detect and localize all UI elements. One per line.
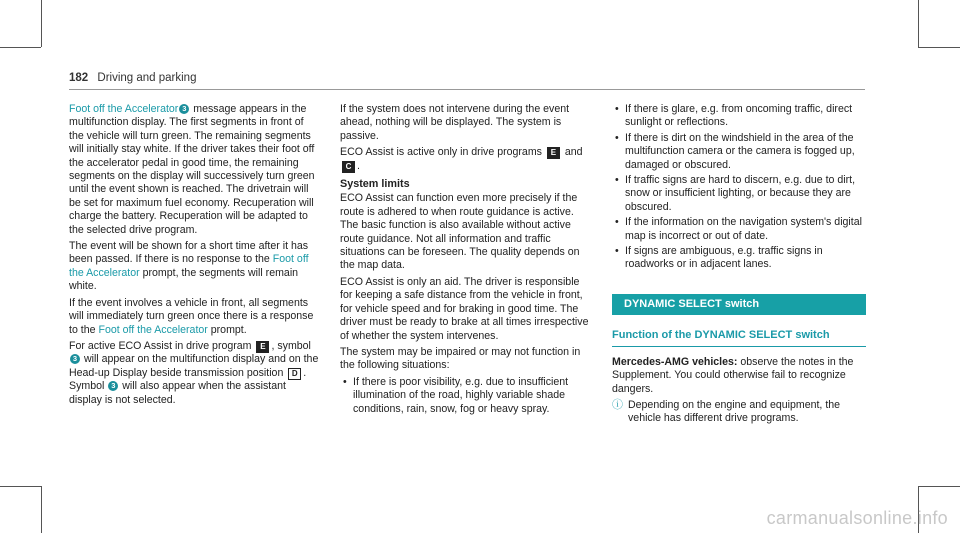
list-item: • If there is glare, e.g. from oncoming traffic, direct sunlight or reflections. [612, 103, 866, 130]
column-1 [69, 103, 319, 410]
crop-mark [0, 47, 41, 48]
paragraph-text: . [357, 159, 360, 172]
list-item: • If signs are ambiguous, e.g. traffic signs in roadworks or in adjacent lanes. [612, 245, 866, 272]
crop-mark [41, 0, 42, 47]
paragraph [612, 356, 866, 396]
info-icon: ⓘ [612, 398, 623, 411]
paragraph-text: and [564, 146, 583, 159]
paragraph: The system may be impaired or may not function in the following situations: [340, 345, 581, 372]
section-banner: DYNAMIC SELECT switch [612, 294, 866, 315]
info-note [612, 399, 866, 426]
note-text: Depending on the engine and equipment, the vehicle has different drive programs. [628, 398, 841, 425]
paragraph [69, 340, 319, 407]
paragraph-text: will also appear when the assistant display is not selected. [69, 380, 286, 406]
limits-list [340, 376, 593, 416]
paragraph-text: prompt. [210, 323, 247, 336]
paragraph-text: For active ECO Assist in drive program [69, 339, 252, 352]
page-header [69, 72, 196, 84]
crop-mark [918, 486, 960, 487]
drive-program-c-icon: C [342, 161, 355, 173]
symbol-3-icon: 3 [179, 104, 189, 114]
column-3 [612, 103, 866, 426]
paragraph [69, 240, 319, 294]
paragraph [69, 103, 319, 237]
crop-mark [918, 47, 960, 48]
page-number: 182 [69, 72, 89, 84]
subsection-heading: Function of the DYNAMIC SELECT switch [612, 329, 866, 346]
paragraph-text: . Symbol [69, 366, 307, 393]
paragraph [340, 146, 593, 173]
paragraph-text: observe the notes in the Supplement. You could otherwise fail to recognize dangers. [612, 355, 854, 395]
foot-off-accelerator-link[interactable]: Foot off the Accelerator [69, 253, 309, 279]
crop-mark [918, 0, 919, 47]
section-title: Driving and parking [97, 72, 197, 84]
symbol-3-icon: 3 [70, 354, 80, 364]
drive-program-e-icon: E [256, 341, 269, 353]
list-item: • If there is poor visibility, e.g. due to insufficient illumination of the road, highly variable shade conditions, rain, snow, fog or heavy spray. [340, 376, 593, 416]
paragraph-text: The event will be shown for a short time after it has been passed. If there is no response to the [69, 240, 309, 266]
paragraph-text: If the event involves a vehicle in front, all segments will immediately turn green once there is a response to the [69, 296, 314, 336]
transmission-d-icon: D [288, 368, 301, 380]
crop-mark [41, 486, 42, 533]
paragraph [69, 297, 319, 337]
symbol-3-icon: 3 [108, 381, 118, 391]
paragraph: ECO Assist can function even more precisely if the route is adhered to when route guidance is active. The basic function is also available without active route guidance. Not all information and traffic situations can be foreseen. The quality depends on the map data. [340, 192, 580, 272]
drive-program-e-icon: E [547, 147, 560, 159]
system-limits-heading: System limits [340, 178, 410, 191]
limits-list [612, 103, 866, 272]
paragraph: If the system does not intervene during the event ahead, nothing will be displayed. The system is passive. [340, 103, 570, 142]
mercedes-amg-label: Mercedes-AMG vehicles: [612, 355, 738, 368]
list-item: • If the information on the navigation system's digital map is incorrect or out of date. [612, 216, 866, 243]
list-item: • If traffic signs are hard to discern, e.g. due to dirt, snow or insufficient lighting, or because they are obscured. [612, 174, 866, 214]
paragraph-text: , symbol [271, 339, 311, 352]
list-item: • If there is dirt on the windshield in the area of the multifunction camera or the camera is fogged up, damaged or obscured. [612, 132, 866, 172]
paragraph-text: ECO Assist is active only in drive programs [340, 146, 542, 159]
paragraph: ECO Assist is only an aid. The driver is responsible for keeping a safe distance from the vehicle in front, for vehicle speed and for braking in good time. The driver must be ready to brake at all times irrespective of whether the system intervenes. [340, 275, 589, 342]
crop-mark [0, 486, 41, 487]
paragraph-text: message appears in the multifunction display. The first segments in front of the vehicle will turn green. The remaining segments will initially stay white. If the driver takes their foot off the accelerator pedal in good time, the remaining segments on the display will successively turn green until the event shown is reached. The drivetrain will be set for maximum fuel economy. Recuperation will charge the battery. Recuperation will be adapted to the selected drive program. [69, 103, 315, 236]
column-2 [340, 103, 593, 418]
paragraph-text: will appear on the multifunction display and on the Head-up Display beside transmission position [69, 353, 319, 379]
header-divider [69, 89, 865, 90]
foot-off-accelerator-link[interactable]: Foot off the Accelerator [98, 323, 208, 336]
paragraph-text: prompt, the segments will remain white. [69, 266, 299, 293]
watermark: carmanualsonline.info [766, 508, 948, 528]
foot-off-accelerator-link[interactable]: Foot off the Accelerator [69, 103, 179, 115]
